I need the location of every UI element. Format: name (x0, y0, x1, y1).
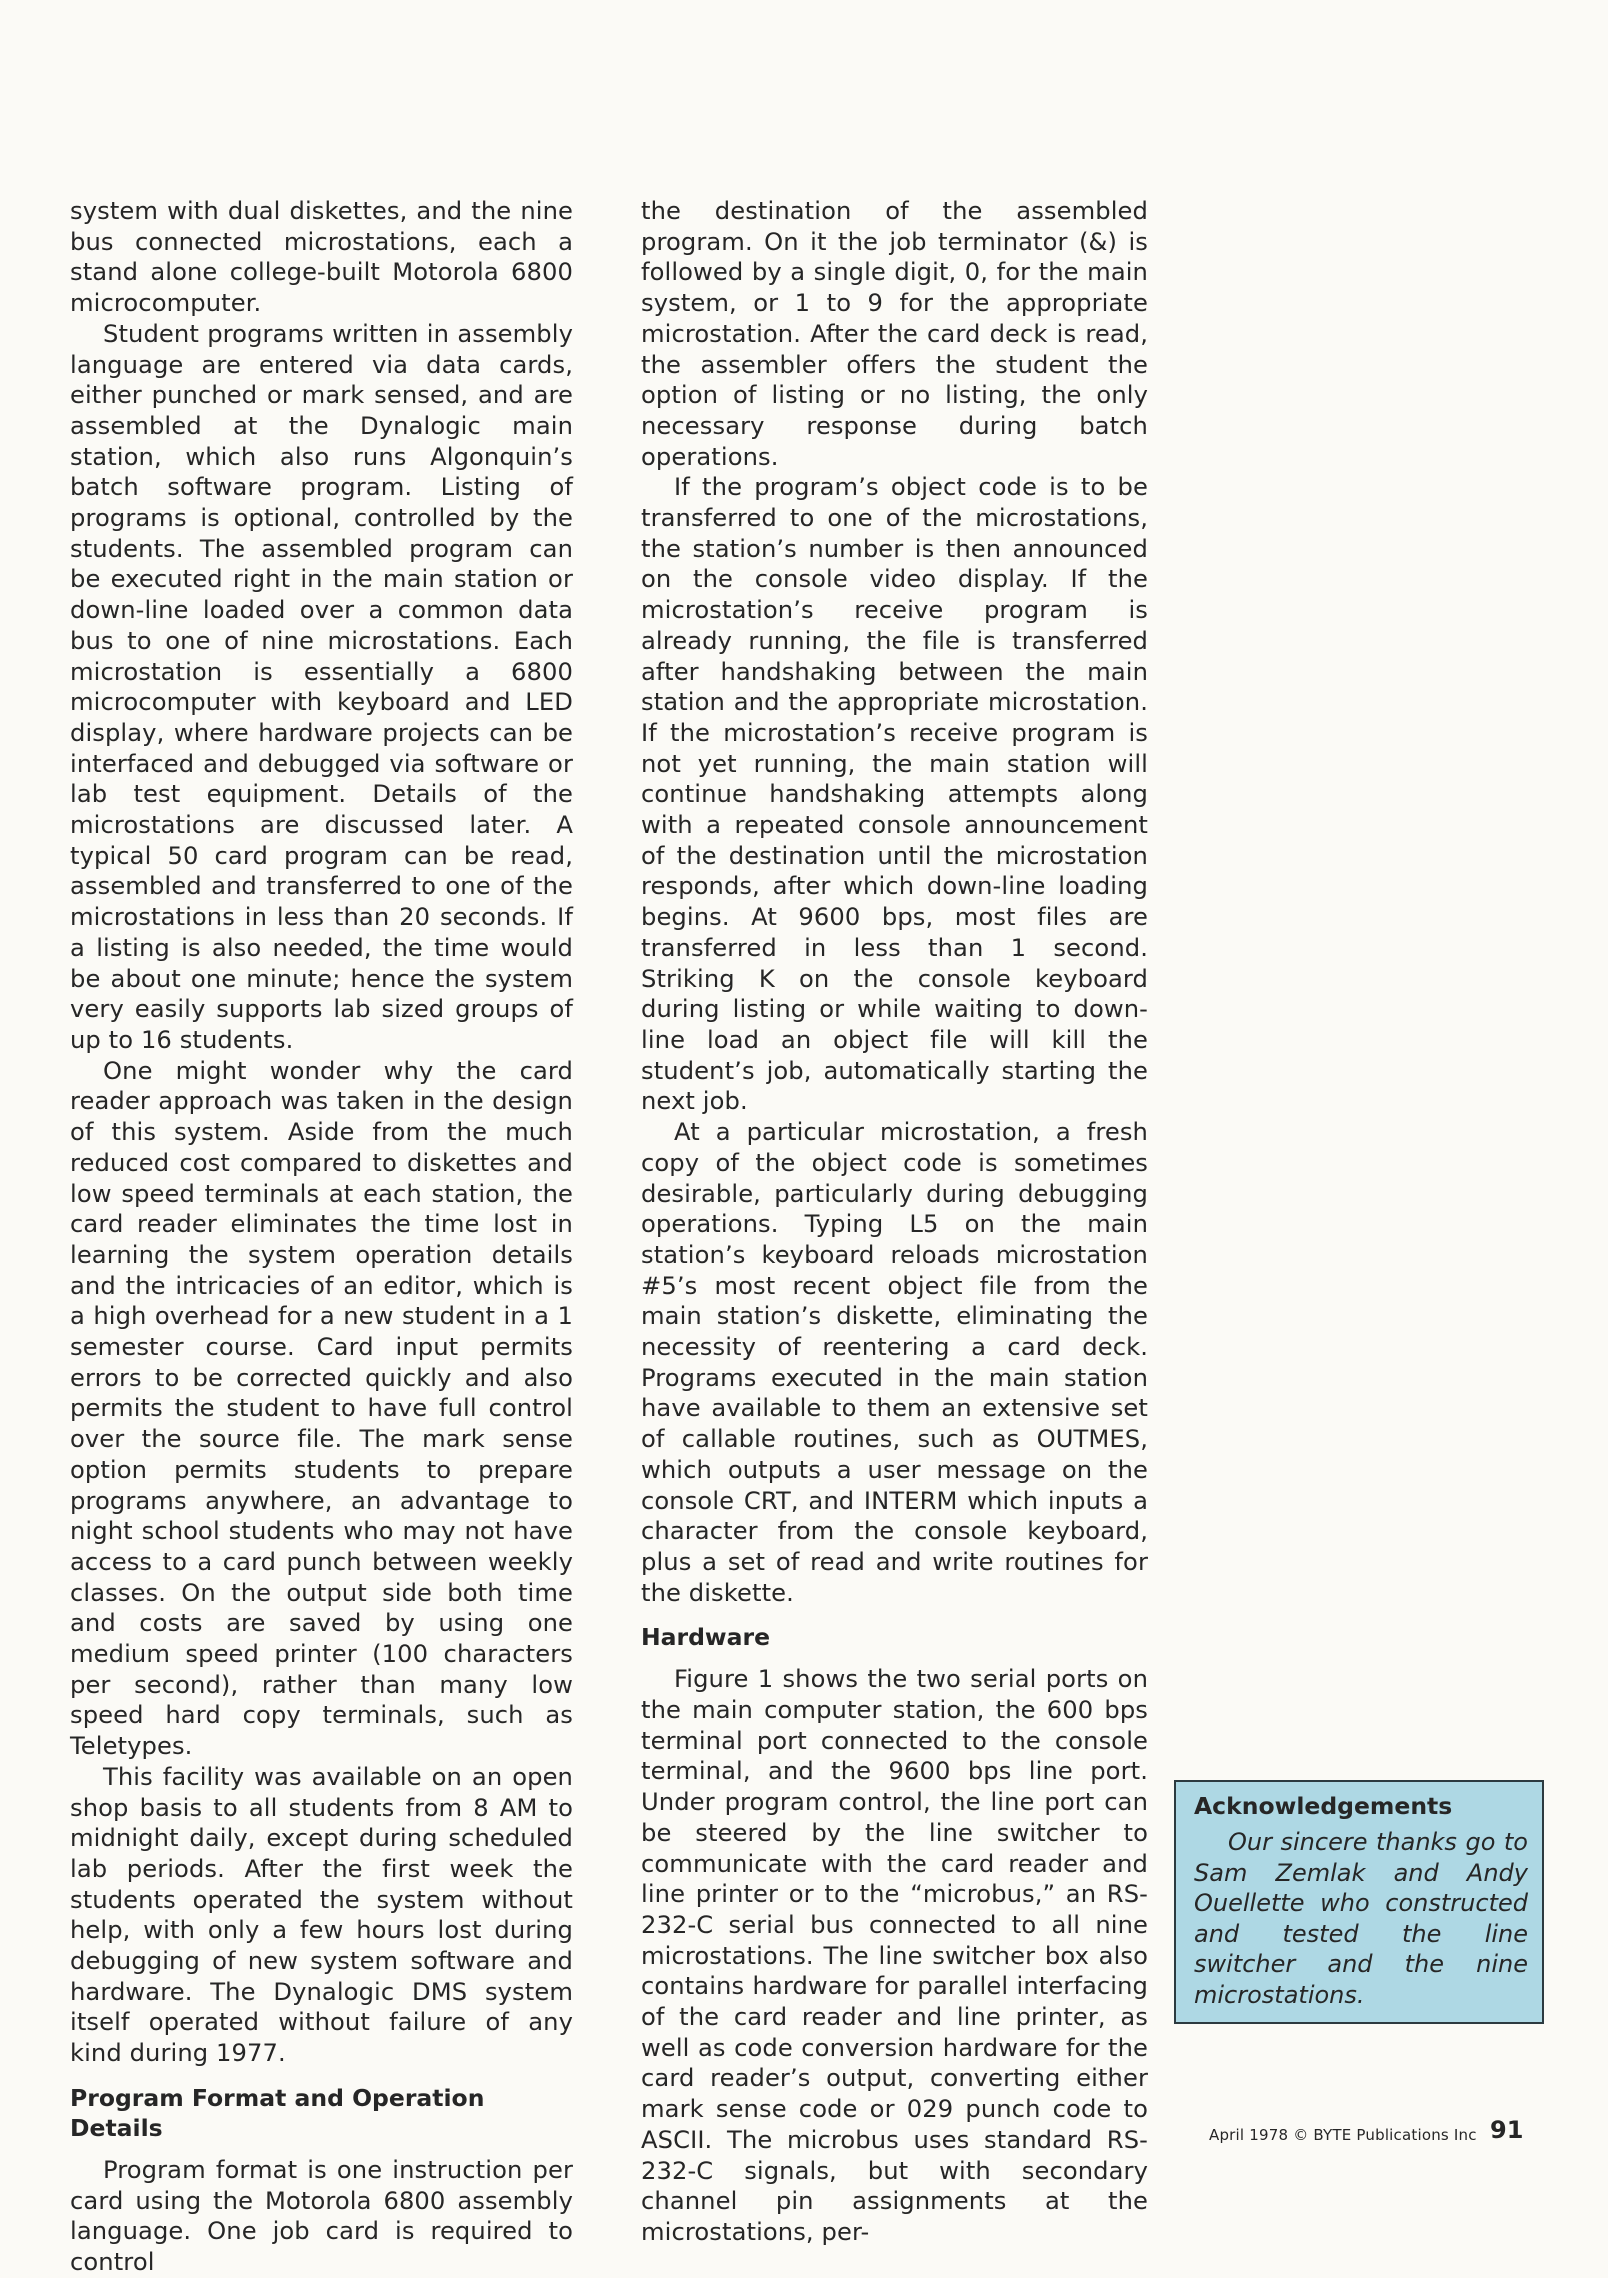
paragraph: system with dual diskettes, and the nine bus connected microstations, each a stand alone college-built Motorola 6800 microcomputer. (70, 197, 573, 318)
paragraph: Figure 1 shows the two serial ports on the main computer station, the 600 bps terminal port connected to the console terminal, and the 9600 bps line port. Under program control, the line port can be steered by the line switcher to communicate with the card reader and line printer or to the “microbus,” an RS-232-C serial bus connected to all nine microstations. The line switcher box also contains hardware for parallel interfacing of the card reader and line printer, as well as code conversion hardware for the card reader’s output, converting either mark sense code or 029 punch code to ASCII. The microbus uses standard RS-232-C signals, but with secondary channel pin assignments at the microstations, per- (641, 1665, 1148, 2246)
section-heading: Program Format and Operation Details (70, 2083, 485, 2142)
right-column (641, 196, 1148, 2248)
paragraph: This facility was available on an open shop basis to all students from 8 AM to midnight daily, except during scheduled lab periods. After the first week the students operated the system without help, with only a few hours lost during debugging of new system software and hardware. The Dynalogic DMS system itself operated without failure of any kind during 1977. (70, 1762, 573, 2068)
paragraph: Student programs written in assembly language are entered via data cards, either punched or mark sensed, and are assembled at the Dynalogic main station, which also runs Algonquin’s batch software program. Listing of programs is optional, controlled by the students. The assembled program can be executed right in the main station or down-line loaded over a common data bus to one of nine microstations. Each microstation is essentially a 6800 microcomputer with keyboard and LED display, where hardware projects can be interfaced and debugged via software or lab test equipment. Details of the microstations are discussed later. A typical 50 card program can be read, assembled and transferred to one of the microstations in less than 20 seconds. If a listing is also needed, the time would be about one minute; hence the system very easily supports lab sized groups of up to 16 students. (70, 319, 573, 1054)
acknowledgements-text: Our sincere thanks go to Sam Zemlak and Andy Ouellette who constructed and tested the line switcher and the nine microstations. (1194, 1828, 1528, 2009)
paragraph: At a particular microstation, a fresh copy of the object code is sometimes desirable, particularly during debugging operations. Typing L5 on the main station’s keyboard reloads microstation #5’s most recent object file from the main station’s diskette, eliminating the necessity of reentering a card deck. Programs executed in the main station have available to them an extensive set of callable routines, such as OUTMES, which outputs a user message on the console CRT, and INTERM which inputs a character from the console keyboard, plus a set of read and write routines for the diskette. (641, 1118, 1148, 1607)
paragraph: If the program’s object code is to be transferred to one of the microstations, the station’s number is then announced on the console video display. If the microstation’s receive program is already running, the file is transferred after handshaking between the main station and the appropriate microstation. If the microstation’s receive program is not yet running, the main station will continue handshaking attempts along with a repeated console announcement of the destination until the microstation responds, after which down-line loading begins. At 9600 bps, most files are transferred in less than 1 second. Striking K on the console keyboard during listing or while waiting to down-line load an object file will kill the student’s job, automatically starting the next job. (641, 473, 1148, 1116)
page-number: 91 (1490, 2116, 1524, 2144)
acknowledgements-title: Acknowledgements (1194, 1792, 1453, 1820)
paragraph: One might wonder why the card reader approach was taken in the design of this system. Aside from the much reduced cost compared to diskettes and low speed terminals at each station, the card reader eliminates the time lost in learning the system operation details and the intricacies of an editor, which is a high overhead for a new student in a 1 semester course. Card input permits errors to be corrected quickly and also permits the student to have full control over the source file. The mark sense option permits students to prepare programs anywhere, an advantage to night school students who may not have access to a card punch between weekly classes. On the output side both time and costs are saved by using one medium speed printer (100 characters per second), rather than many low speed hard copy terminals, such as Teletypes. (70, 1056, 573, 1761)
paragraph: Program format is one instruction per card using the Motorola 6800 assembly language. One job card is required to control (70, 2155, 573, 2276)
paragraph: the destination of the assembled program. On it the job terminator (&) is followed by a single digit, 0, for the main system, or 1 to 9 for the appropriate microstation. After the card deck is read, the assembler offers the student the option of listing or no listing, the only necessary response during batch operations. (641, 197, 1148, 471)
section-heading: Hardware (641, 1623, 771, 1652)
left-column (70, 196, 573, 2278)
footer-credit: April 1978 © BYTE Publications Inc (1209, 2126, 1477, 2144)
acknowledgements-box (1174, 1780, 1544, 2024)
